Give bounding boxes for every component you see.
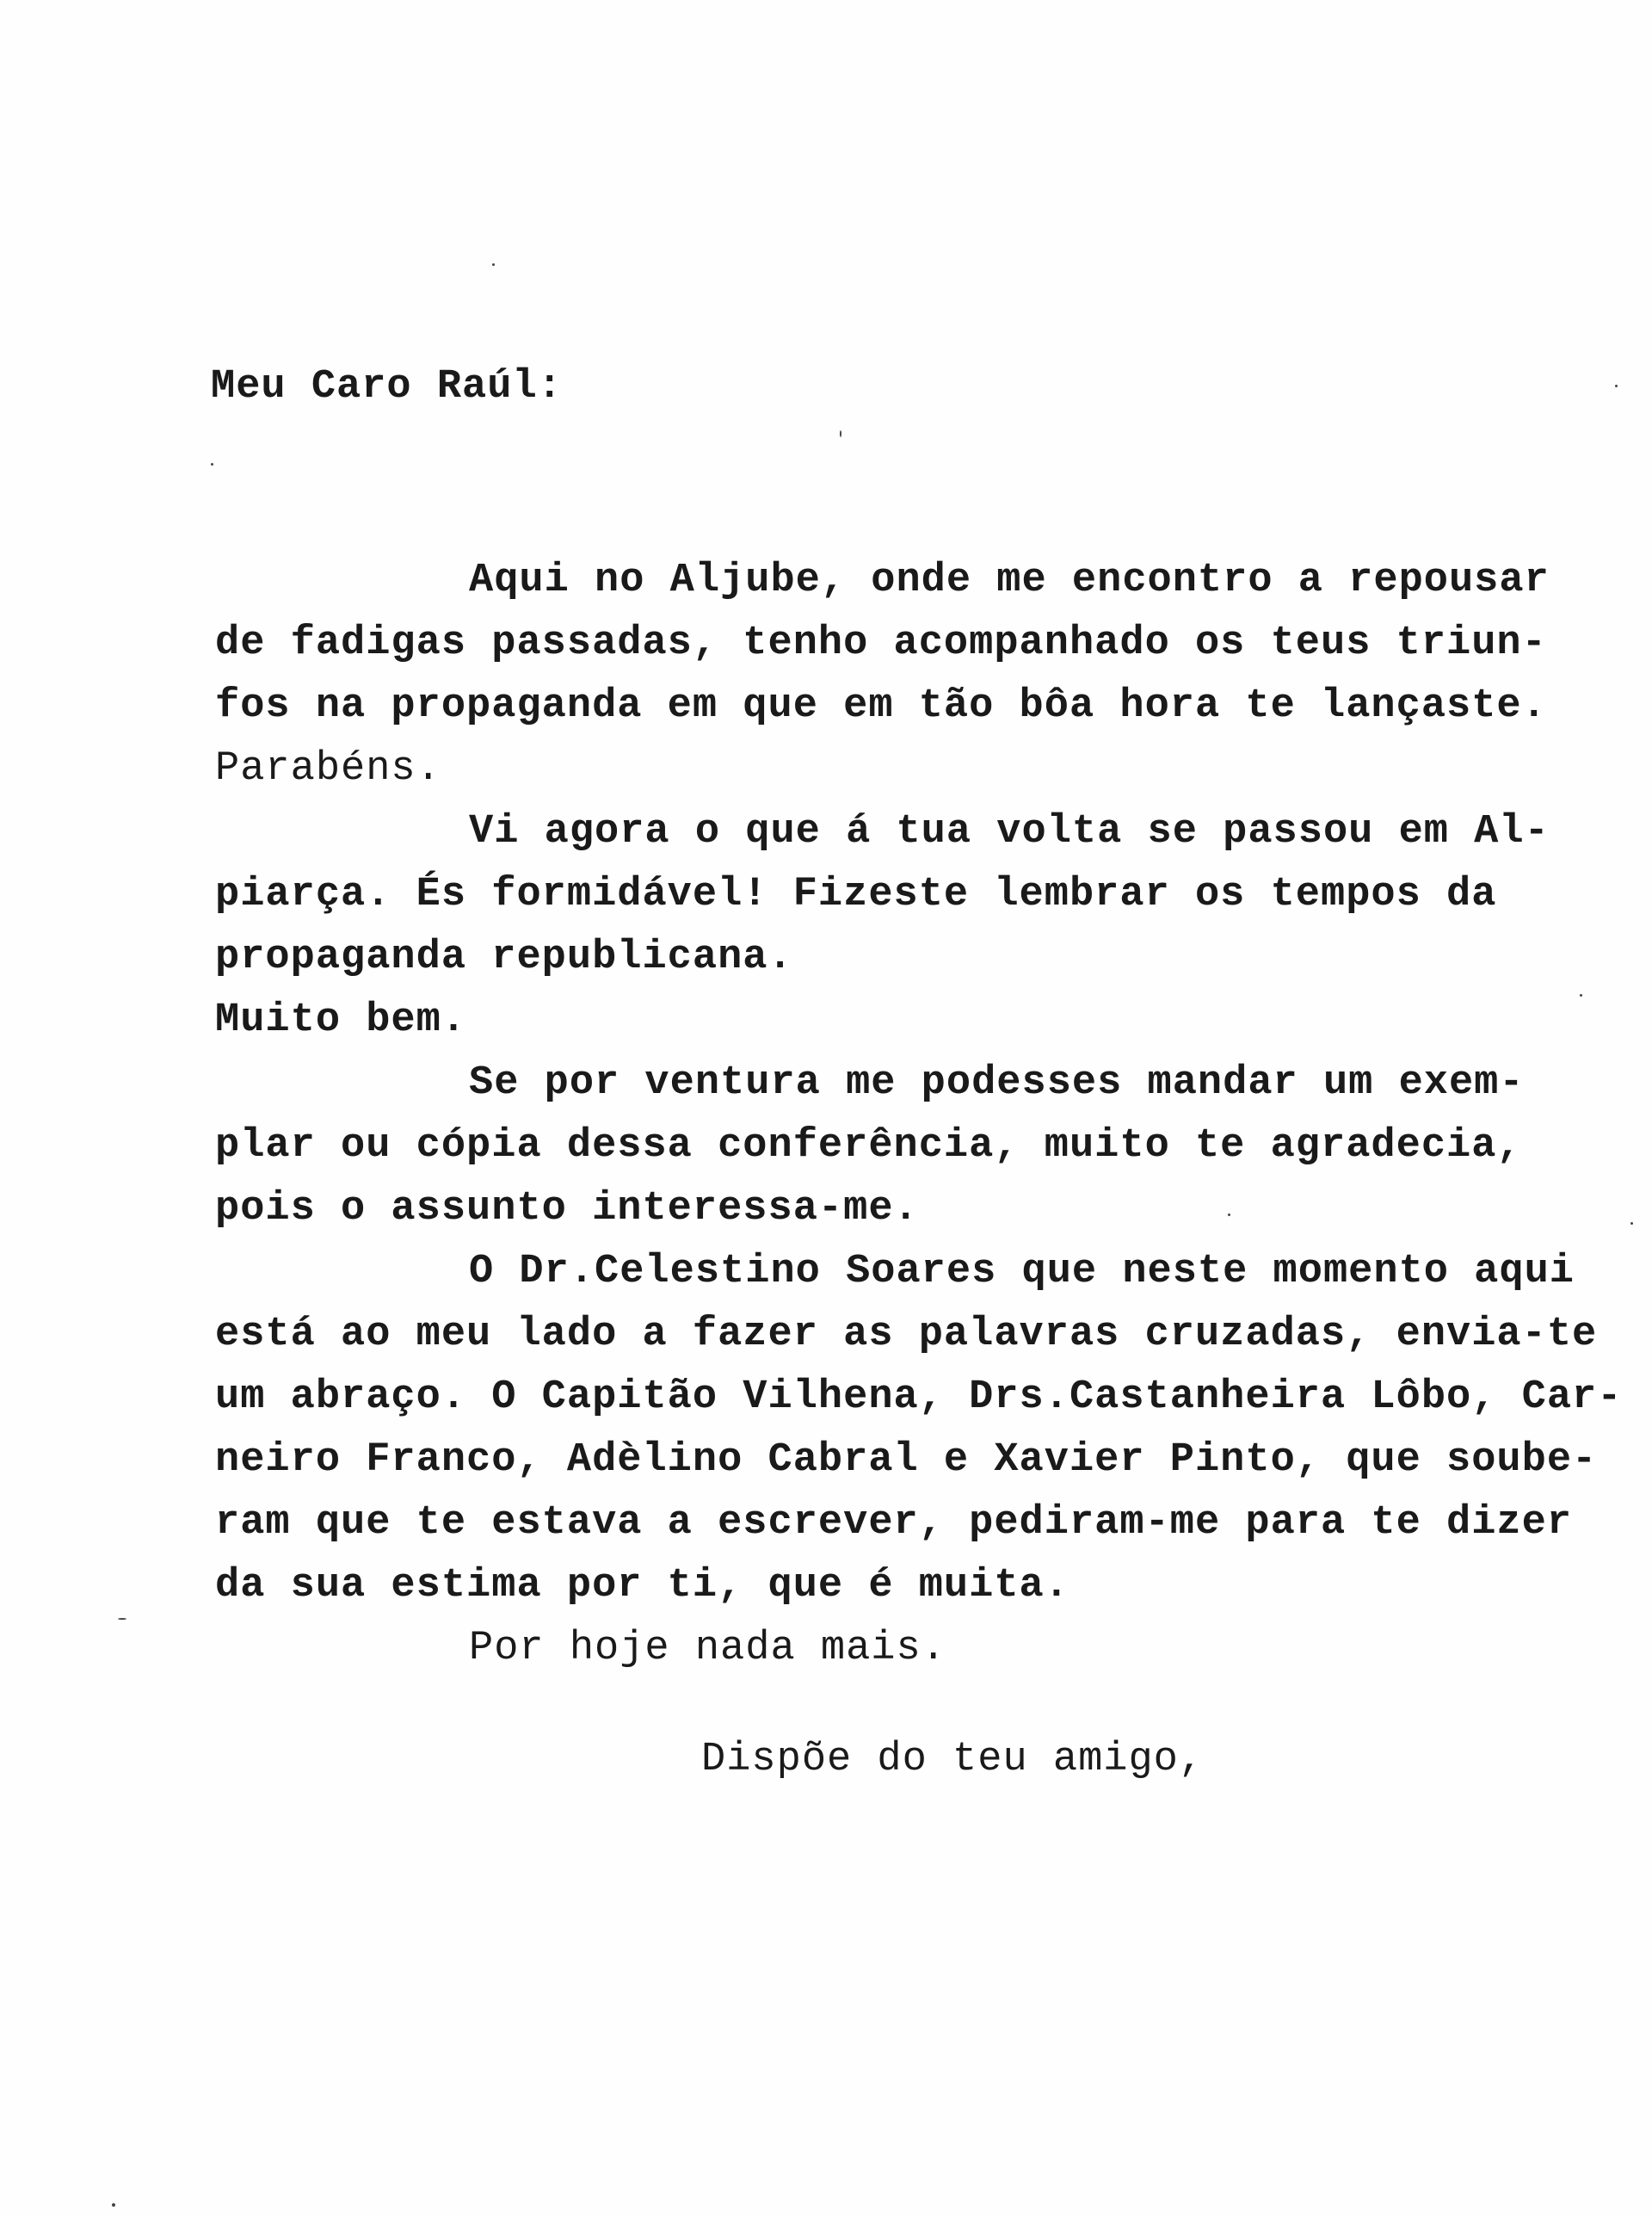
- letter-line: Aqui no Aljube, onde me encontro a repousar: [469, 558, 1550, 603]
- letter-line: pois o assunto interessa-me.: [215, 1186, 919, 1232]
- scan-speck: [1630, 1222, 1633, 1225]
- letter-line: neiro Franco, Adèlino Cabral e Xavier Pinto, que soube-: [215, 1437, 1598, 1483]
- scan-speck: [211, 463, 213, 466]
- letter-line: Vi agora o que á tua volta se passou em Al-: [469, 809, 1550, 855]
- letter-line: Parabéns.: [215, 746, 441, 792]
- scan-speck: [1615, 385, 1618, 387]
- letter-line: Por hoje nada mais.: [469, 1626, 946, 1671]
- letter-line: Se por ventura me podesses mandar um exem-: [469, 1060, 1525, 1106]
- scan-speck: [492, 263, 495, 266]
- letter-line: O Dr.Celestino Soares que neste momento aqui: [469, 1249, 1575, 1294]
- scan-speck: [112, 2203, 115, 2207]
- letter-line: da sua estima por ti, que é muita.: [215, 1563, 1069, 1609]
- letter-line: Muito bem.: [215, 997, 467, 1043]
- letter-salutation: Meu Caro Raúl:: [211, 364, 563, 410]
- letter-line: está ao meu lado a fazer as palavras cruzadas, envia-te: [215, 1312, 1598, 1357]
- letter-closing: Dispõe do teu amigo,: [701, 1737, 1205, 1782]
- scan-speck: [1228, 1213, 1230, 1216]
- letter-line: propaganda republicana.: [215, 935, 793, 980]
- scan-speck: [118, 1618, 126, 1620]
- letter-line: fos na propaganda em que em tão bôa hora te lançaste.: [215, 683, 1547, 729]
- letter-line: ram que te estava a escrever, pediram-me para te dizer: [215, 1500, 1573, 1546]
- scan-speck: [840, 430, 841, 437]
- letter-line: de fadigas passadas, tenho acompanhado os teus triun-: [215, 621, 1547, 666]
- scan-speck: [1580, 994, 1582, 997]
- letter-line: um abraço. O Capitão Vilhena, Drs.Castanheira Lôbo, Car-: [215, 1374, 1623, 1420]
- letter-line: piarça. És formidável! Fizeste lembrar os tempos da: [215, 872, 1497, 917]
- letter-line: plar ou cópia dessa conferência, muito te agradecia,: [215, 1123, 1522, 1169]
